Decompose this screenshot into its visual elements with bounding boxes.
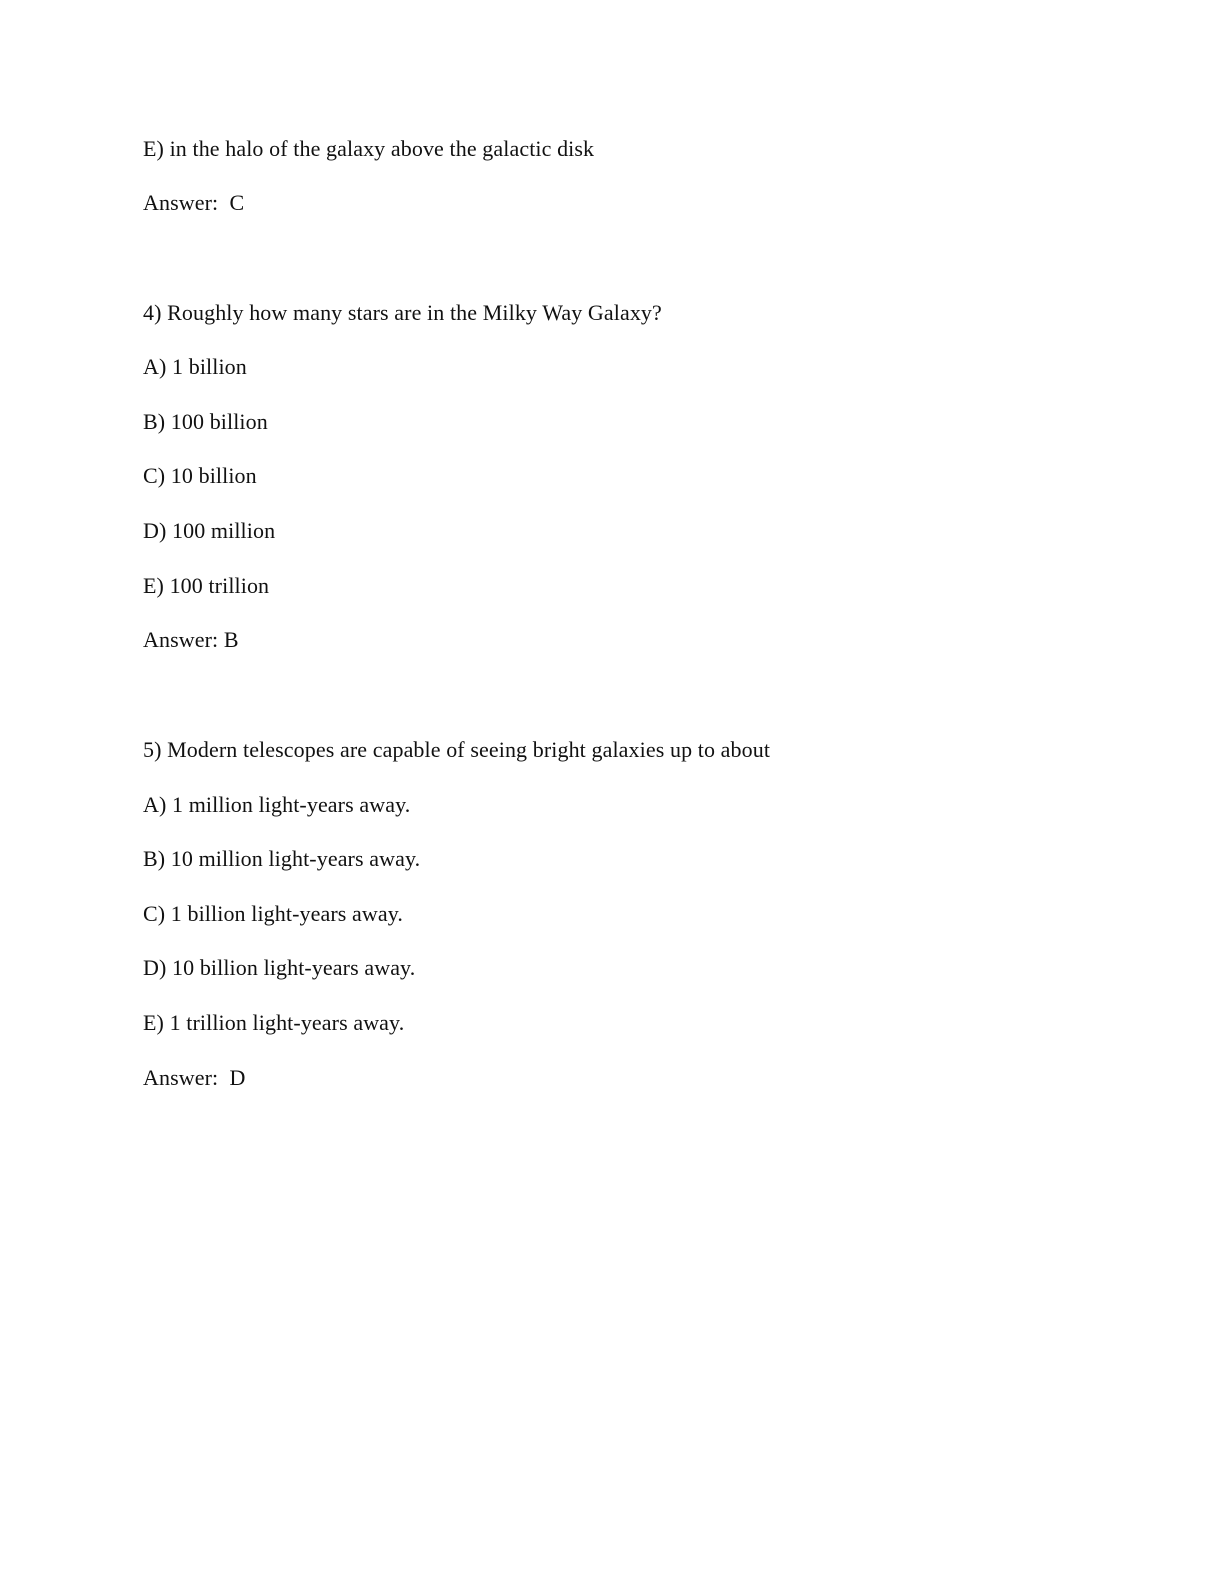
q5-answer: Answer: D [143,1065,246,1090]
q5-option-b: B) 10 million light-years away. [143,846,421,871]
q5-option-a: A) 1 million light-years away. [143,792,411,817]
q4-option-a: A) 1 billion [143,354,247,379]
q5-option-d: D) 10 billion light-years away. [143,955,416,980]
document-page [143,0,1103,1584]
q4-answer: Answer: B [143,627,239,652]
q5-option-c: C) 1 billion light-years away. [143,901,404,926]
q4-option-c: C) 10 billion [143,463,257,488]
q4-stem: 4) Roughly how many stars are in the Milky Way Galaxy? [143,300,662,325]
q5-option-e: E) 1 trillion light-years away. [143,1010,405,1035]
q4-option-d: D) 100 million [143,518,276,543]
q4-option-e: E) 100 trillion [143,573,270,598]
q3-option-e: E) in the halo of the galaxy above the galactic disk [143,136,595,161]
q4-option-b: B) 100 billion [143,409,268,434]
q3-answer: Answer: C [143,190,245,215]
q5-stem: 5) Modern telescopes are capable of seeing bright galaxies up to about [143,737,771,762]
